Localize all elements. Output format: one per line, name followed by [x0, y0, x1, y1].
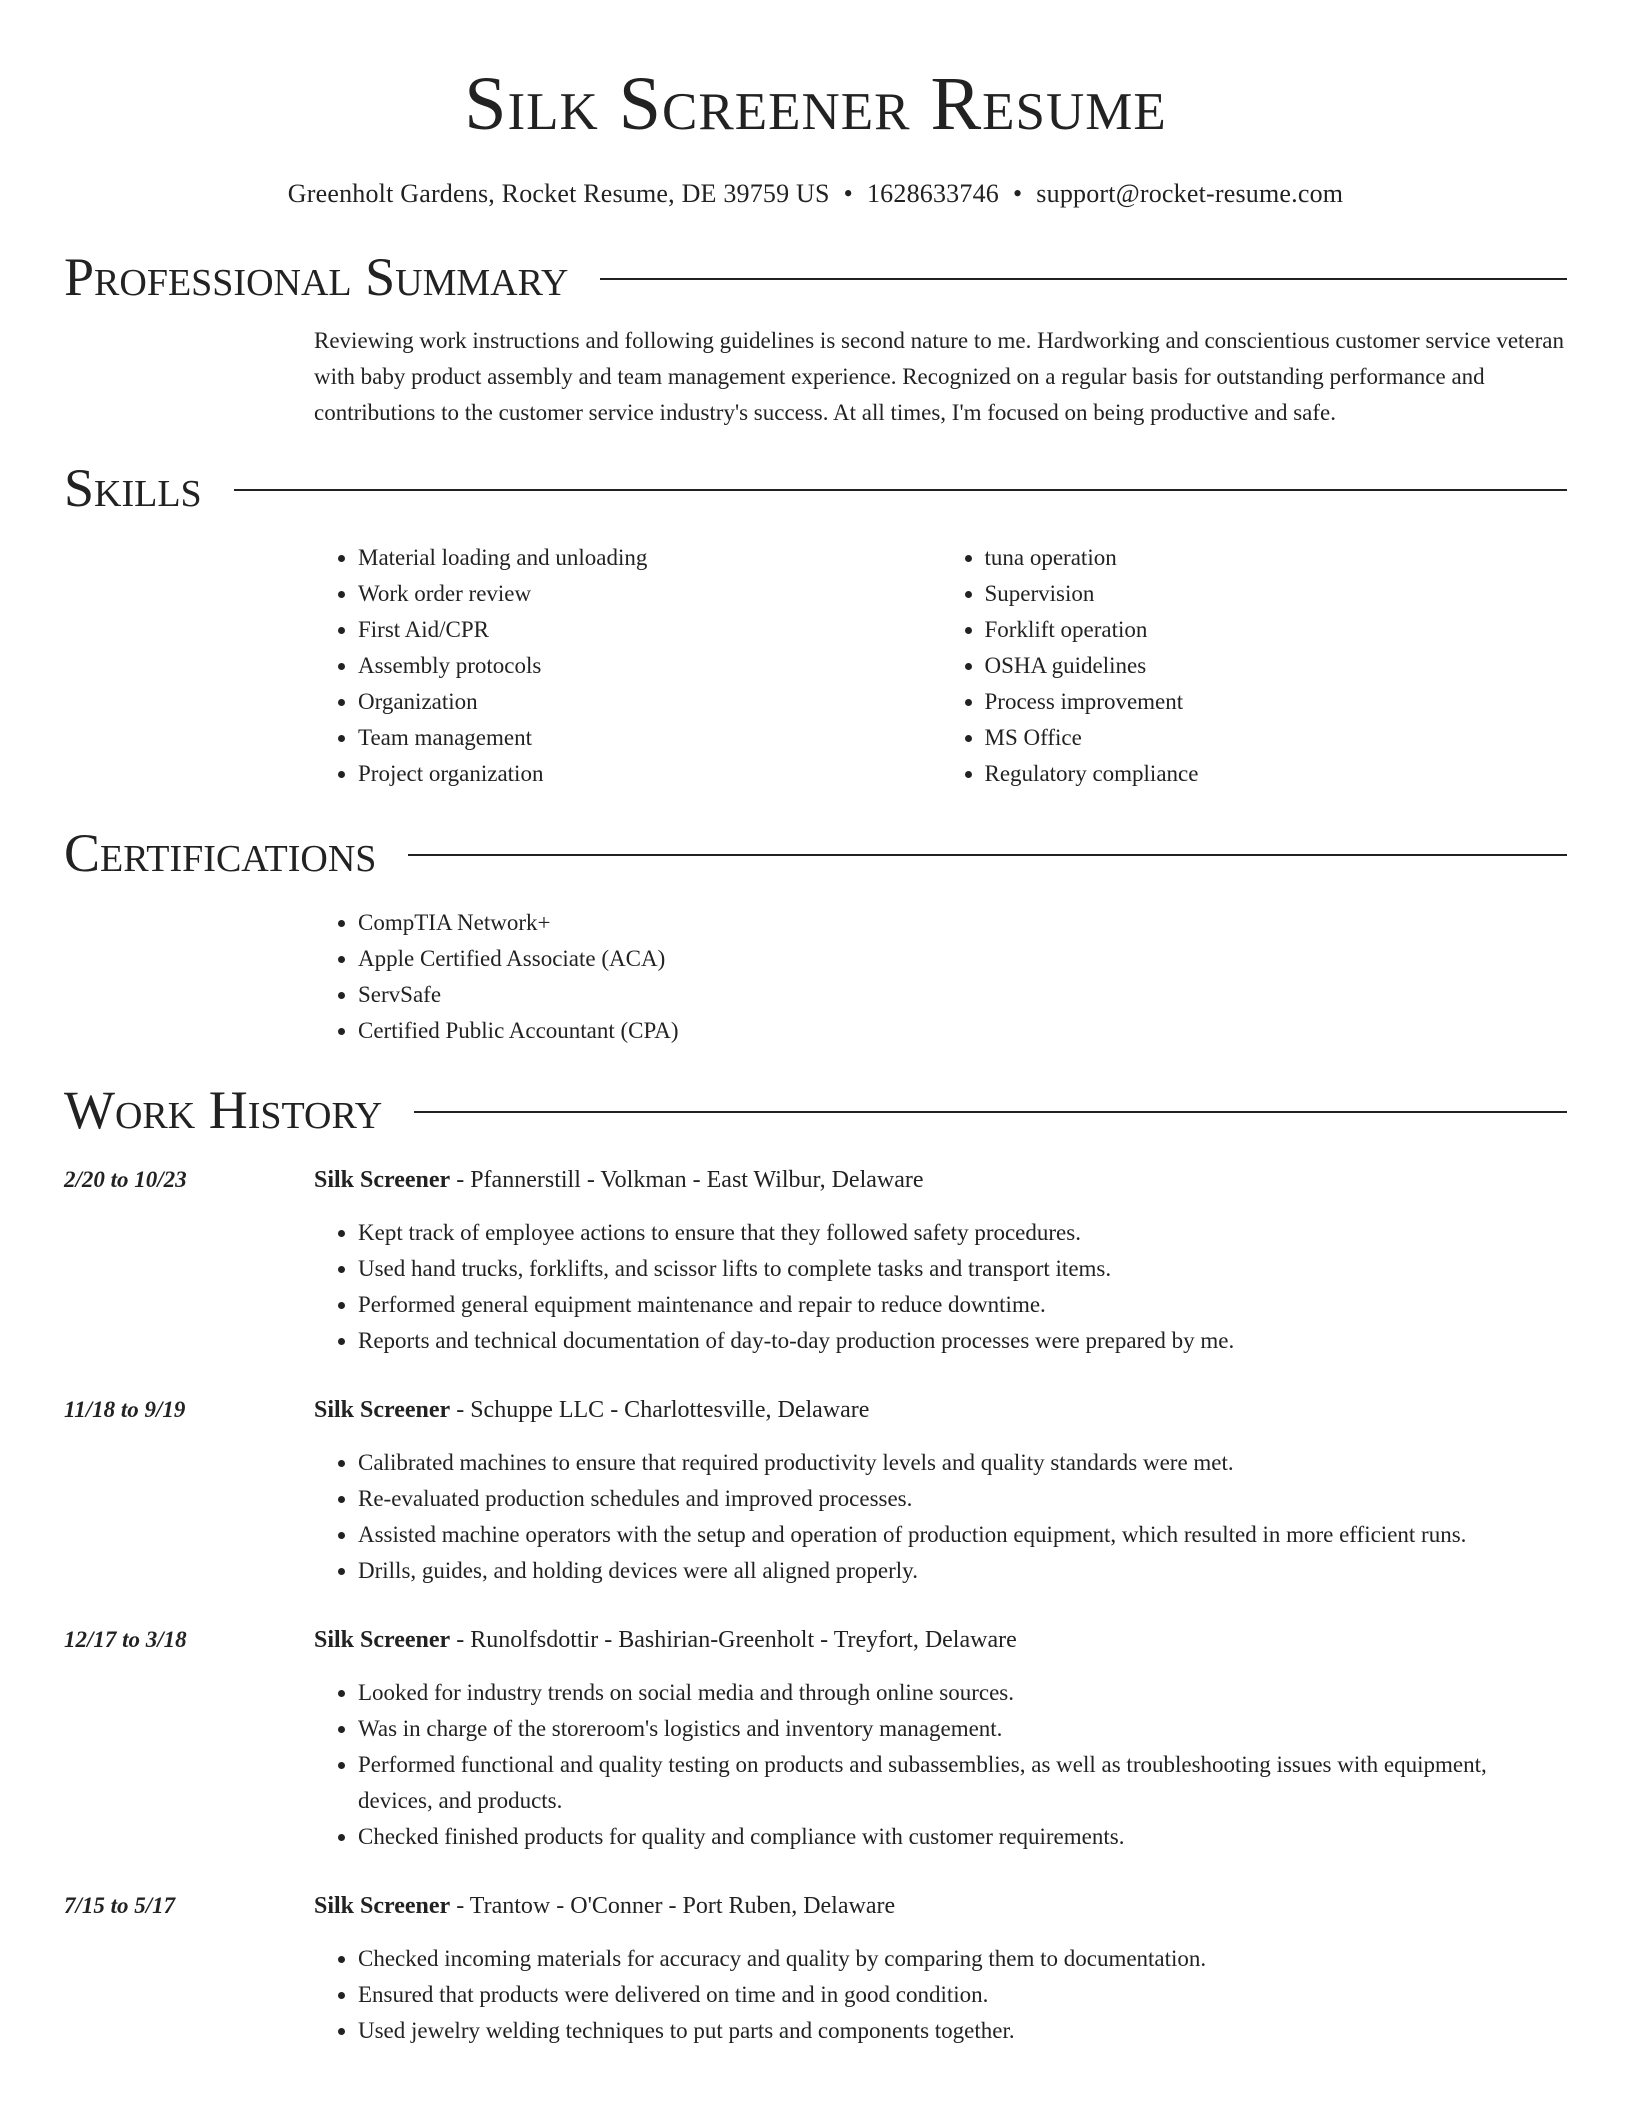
- contact-email: support@rocket-resume.com: [1036, 179, 1344, 208]
- certification-item: • CompTIA Network+: [358, 905, 1567, 941]
- job-bullet: • Ensured that products were delivered on time and in good condition.: [358, 1977, 1567, 2013]
- job-dates: 11/18 to 9/19: [64, 1397, 186, 1422]
- certification-item: • Certified Public Accountant (CPA): [358, 1013, 1567, 1049]
- skill-item: • OSHA guidelines: [985, 648, 1568, 684]
- job-bullet: • Used hand trucks, forklifts, and scissor lifts to complete tasks and transport items.: [358, 1251, 1567, 1287]
- job-title: Silk Screener: [314, 1397, 451, 1423]
- contact-line: [64, 178, 1567, 210]
- skills-section: [64, 456, 1567, 792]
- certification-item: • Apple Certified Associate (ACA): [358, 941, 1567, 977]
- job-bullet: • Calibrated machines to ensure that required productivity levels and quality standards were met.: [358, 1445, 1567, 1481]
- skills-header: [64, 456, 1567, 520]
- job-entry: [64, 1162, 1567, 1359]
- certifications-header: [64, 821, 1567, 885]
- job-details: [314, 1162, 1567, 1359]
- job-details: [314, 1392, 1567, 1589]
- certification-item: • ServSafe: [358, 977, 1567, 1013]
- section-divider: [234, 489, 1567, 491]
- contact-separator: •: [1012, 179, 1023, 208]
- job-title: Silk Screener: [314, 1167, 451, 1193]
- job-bullet: • Checked incoming materials for accuracy and quality by comparing them to documentation.: [358, 1941, 1567, 1977]
- work-history-jobs: [64, 1162, 1567, 2049]
- job-bullet: • Looked for industry trends on social media and through online sources.: [358, 1675, 1567, 1711]
- job-employer-location: - Schuppe LLC - Charlottesville, Delaware: [450, 1397, 870, 1423]
- work-history-header: [64, 1078, 1567, 1142]
- job-dates: 7/15 to 5/17: [64, 1893, 176, 1918]
- skill-item: • Team management: [358, 720, 941, 756]
- summary-text: Reviewing work instructions and following guidelines is second nature to me. Hardworking and conscientious customer service veteran with baby product assembly and team management experience. Recognized on a regular basis for outstanding performance and contributions to the customer service industry's success. At all times, I'm focused on being productive and safe.: [314, 328, 1564, 425]
- work-history-section: [64, 1078, 1567, 2049]
- job-title: Silk Screener: [314, 1627, 451, 1653]
- job-bullet: • Kept track of employee actions to ensure that they followed safety procedures.: [358, 1215, 1567, 1251]
- skills-list-left: [314, 540, 941, 792]
- skills-title: Skills: [64, 458, 202, 518]
- work-history-title: Work History: [64, 1080, 383, 1140]
- job-entry: [64, 1392, 1567, 1589]
- job-bullet-list: [314, 1941, 1567, 2049]
- skill-item: • First Aid/CPR: [358, 612, 941, 648]
- skills-list-right: [941, 540, 1568, 792]
- skill-item: • Work order review: [358, 576, 941, 612]
- skill-item: • Project organization: [358, 756, 941, 792]
- job-employer-location: - Pfannerstill - Volkman - East Wilbur, Delaware: [450, 1167, 924, 1193]
- job-bullet: • Reports and technical documentation of day-to-day production processes were prepared by me.: [358, 1323, 1567, 1359]
- summary-body: [314, 323, 1567, 431]
- certifications-section: [64, 821, 1567, 1049]
- summary-header: [64, 245, 1567, 309]
- job-bullet: • Performed general equipment maintenance and repair to reduce downtime.: [358, 1287, 1567, 1323]
- skills-columns: [314, 540, 1567, 792]
- job-heading: [314, 1162, 1567, 1198]
- job-employer-location: - Runolfsdottir - Bashirian-Greenholt - Treyfort, Delaware: [450, 1627, 1017, 1653]
- resume-page: [64, 0, 1567, 2049]
- certifications-list: [314, 905, 1567, 1049]
- section-divider: [408, 854, 1567, 856]
- job-title: Silk Screener: [314, 1893, 451, 1919]
- skill-item: • Material loading and unloading: [358, 540, 941, 576]
- summary-section: [64, 245, 1567, 431]
- summary-title: Professional Summary: [64, 247, 569, 307]
- skill-item: • Process improvement: [985, 684, 1568, 720]
- section-divider: [414, 1111, 1567, 1113]
- job-details: [314, 1622, 1567, 1855]
- job-bullet: • Was in charge of the storeroom's logistics and inventory management.: [358, 1711, 1567, 1747]
- job-bullet: • Checked finished products for quality and compliance with customer requirements.: [358, 1819, 1567, 1855]
- job-details: [314, 1888, 1567, 2049]
- contact-address: Greenholt Gardens, Rocket Resume, DE 39759 US: [287, 179, 830, 208]
- job-dates: 2/20 to 10/23: [64, 1167, 187, 1192]
- job-bullet: • Re-evaluated production schedules and improved processes.: [358, 1481, 1567, 1517]
- contact-separator: •: [843, 179, 853, 208]
- job-bullet-list: [314, 1215, 1567, 1359]
- job-bullet-list: [314, 1445, 1567, 1589]
- job-bullet: • Drills, guides, and holding devices were all aligned properly.: [358, 1553, 1567, 1589]
- skill-item: • MS Office: [985, 720, 1568, 756]
- job-bullet: • Assisted machine operators with the setup and operation of production equipment, which resulted in more efficient runs.: [358, 1517, 1567, 1553]
- skill-item: • Organization: [358, 684, 941, 720]
- section-divider: [600, 278, 1567, 280]
- job-bullet-list: [314, 1675, 1567, 1855]
- contact-phone: 1628633746: [866, 179, 999, 208]
- resume-name: Silk Screener Resume: [464, 62, 1167, 146]
- job-bullet: • Performed functional and quality testing on products and subassemblies, as well as troubleshooting issues with equipment, devices, and products.: [358, 1747, 1567, 1819]
- skill-item: • Supervision: [985, 576, 1568, 612]
- skill-item: • Regulatory compliance: [985, 756, 1568, 792]
- certifications-body: [314, 905, 1567, 1049]
- skill-item: • tuna operation: [985, 540, 1568, 576]
- job-entry: [64, 1622, 1567, 1855]
- skill-item: • Forklift operation: [985, 612, 1568, 648]
- certifications-title: Certifications: [64, 823, 377, 883]
- job-heading: [314, 1888, 1567, 1924]
- job-employer-location: - Trantow - O'Conner - Port Ruben, Delaware: [450, 1893, 896, 1919]
- job-heading: [314, 1622, 1567, 1658]
- skill-item: • Assembly protocols: [358, 648, 941, 684]
- job-heading: [314, 1392, 1567, 1428]
- job-dates: 12/17 to 3/18: [64, 1627, 187, 1652]
- job-entry: [64, 1888, 1567, 2049]
- job-bullet: • Used jewelry welding techniques to put parts and components together.: [358, 2013, 1567, 2049]
